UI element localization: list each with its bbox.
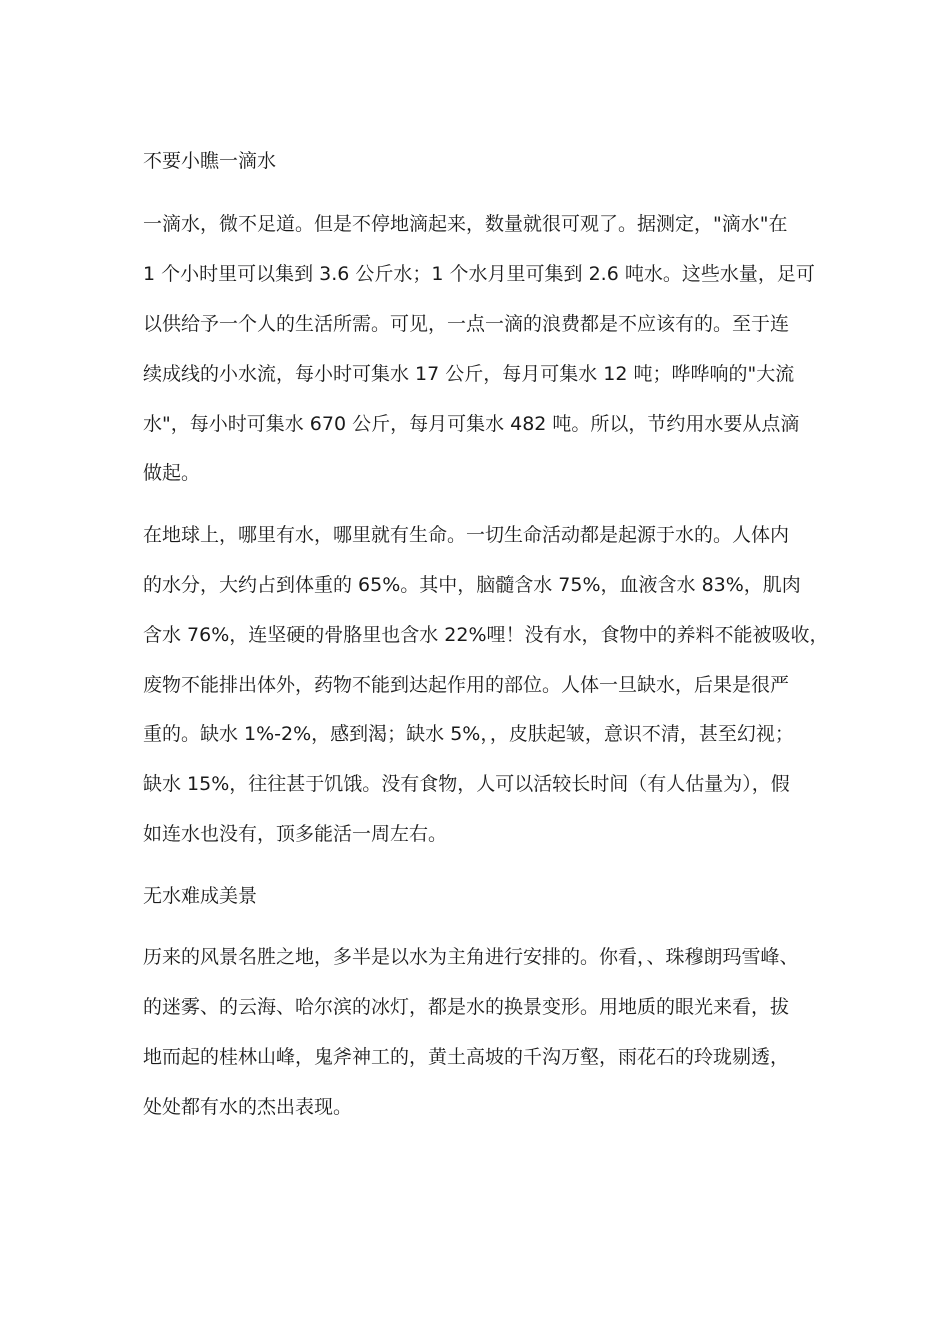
- section-heading-2: 无水难成美景: [143, 885, 258, 907]
- paragraph-3-line-3: 地而起的桂林山峰，鬼斧神工的，黄土高坡的千沟万壑，雨花石的玲珑剔透，: [143, 1046, 790, 1068]
- paragraph-2-line-7: 如连水也没有，顶多能活一周左右。: [143, 823, 448, 845]
- paragraph-1-line-5: 水"，每小时可集水 670 公斤，每月可集水 482 吨。所以，节约用水要从点滴: [143, 413, 800, 435]
- paragraph-2-line-2: 的水分，大约占到体重的 65%。其中，脑髓含水 75%，血液含水 83%，肌肉: [143, 574, 801, 596]
- paragraph-2-line-1: 在地球上，哪里有水，哪里就有生命。一切生命活动都是起源于水的。人体内: [143, 524, 790, 546]
- paragraph-3-line-2: 的迷雾、的云海、哈尔滨的冰灯，都是水的换景变形。用地质的眼光来看，拔: [143, 996, 790, 1018]
- paragraph-2-line-6: 缺水 15%，往往甚于饥饿。没有食物，人可以活较长时间（有人估量为），假: [143, 773, 790, 795]
- paragraph-3-line-4: 处处都有水的杰出表现。: [143, 1096, 353, 1118]
- paragraph-2-line-5: 重的。缺水 1%-2%，感到渴；缺水 5%，，皮肤起皱，意识不清，甚至幻视；: [143, 723, 794, 745]
- paragraph-1-line-3: 以供给予一个人的生活所需。可见，一点一滴的浪费都是不应该有的。至于连: [143, 313, 790, 335]
- paragraph-1-line-1: 一滴水，微不足道。但是不停地滴起来，数量就很可观了。据测定，"滴水"在: [143, 213, 788, 235]
- section-heading-1: 不要小瞧一滴水: [143, 150, 277, 172]
- paragraph-1-line-2: 1 个小时里可以集到 3.6 公斤水；1 个水月里可集到 2.6 吨水。这些水量，足可: [143, 263, 815, 285]
- paragraph-2-line-3: 含水 76%，连坚硬的骨胳里也含水 22%哩！没有水，食物中的养料不能被吸收，: [143, 624, 829, 646]
- paragraph-2-line-4: 废物不能排出体外，药物不能到达起作用的部位。人体一旦缺水，后果是很严: [143, 674, 790, 696]
- paragraph-1-line-4: 续成线的小水流，每小时可集水 17 公斤，每月可集水 12 吨；哗哗响的"大流: [143, 363, 795, 385]
- paragraph-1-line-6: 做起。: [143, 462, 201, 484]
- paragraph-3-line-1: 历来的风景名胜之地，多半是以水为主角进行安排的。你看，、珠穆朗玛雪峰、: [143, 946, 799, 968]
